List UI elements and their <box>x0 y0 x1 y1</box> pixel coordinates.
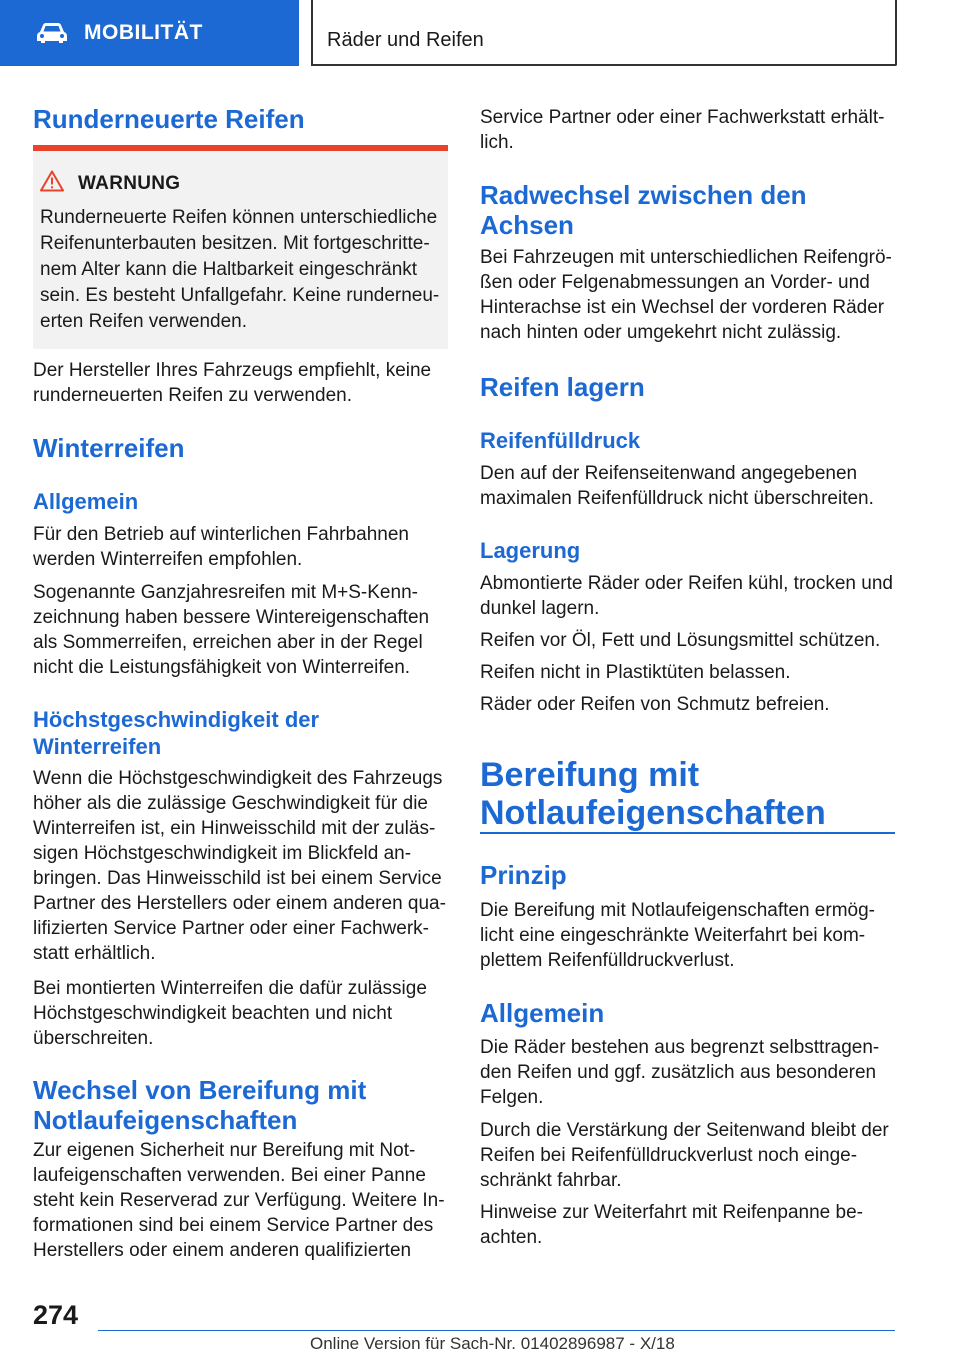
paragraph-lagerung-3: Reifen nicht in Plastiktüten belassen. <box>480 662 791 683</box>
heading-allgemein: Allgemein <box>33 489 139 514</box>
paragraph-allgemein-2: Durch die Verstärkung der Seitenwand bleibt der Reifen bei Reifenfülldruckverlust noch einge- schränkt fahrbar. <box>480 1120 889 1191</box>
heading-bereifung-notlauf: Bereifung mit Notlaufeigenschaften <box>480 756 826 832</box>
heading-prinzip: Prinzip <box>480 860 567 890</box>
paragraph-hersteller: Der Hersteller Ihres Fahrzeugs empfiehlt, keine runderneuerten Reifen zu verwenden. <box>33 360 432 406</box>
section-tab[interactable] <box>0 0 299 66</box>
heading-hoechstgeschwindigkeit: Höchstgeschwindigkeit der Winterreifen <box>33 707 320 759</box>
heading-reifenfuelldruck: Reifenfülldruck <box>480 428 641 453</box>
paragraph-allgemein-3: Hinweise zur Weiterfahrt mit Reifenpanne be- achten. <box>480 1202 863 1248</box>
paragraph-continuation: Service Partner oder einer Fachwerkstatt erhält- lich. <box>480 107 885 153</box>
paragraph-reifenfuelldruck: Den auf der Reifenseitenwand angegebenen maximalen Reifenfülldruck nicht überschreiten. <box>480 463 874 509</box>
heading-reifen-lagern: Reifen lagern <box>480 372 645 402</box>
car-icon <box>36 22 68 44</box>
footer-online-version: Online Version für Sach-Nr. 01402896987 - X/18 <box>310 1334 675 1353</box>
warning-text: Runderneuerte Reifen können unterschiedliche Reifenunterbauten besitzen. Mit fortgeschritte- nem Alter kann die Haltbarkeit eingeschränkt sein. Es besteht Unfallgefahr. Keine runderneu- erten Reifen verwenden. <box>40 207 440 332</box>
footer-rule <box>98 1330 895 1331</box>
paragraph-ganzjahresreifen: Sogenannte Ganzjahresreifen mit M+S-Kenn- zeichnung haben bessere Wintereigenschaften als Sommerreifen, erreichen aber in der Regel nicht die Leistungsfähigkeit von Winterreifen. <box>33 582 430 678</box>
heading-runderneuerte-reifen: Runderneuerte Reifen <box>33 104 305 134</box>
paragraph-allgemein-1: Die Räder bestehen aus begrenzt selbsttragen- den Reifen und ggf. zusätzlich aus besonderen Felgen. <box>480 1037 880 1108</box>
paragraph-radwechsel: Bei Fahrzeugen mit unterschiedlichen Reifengrö- ßen oder Felgenabmessungen an Vorder- und Hinterachse ist ein Wechsel der vorderen Räder nach hinten oder umgekehrt nicht zulässig. <box>480 247 892 343</box>
chapter-label: Räder und Reifen <box>327 29 484 51</box>
warning-title: WARNUNG <box>78 173 181 194</box>
paragraph-lagerung-1: Abmontierte Räder oder Reifen kühl, trocken und dunkel lagern. <box>480 573 893 619</box>
page-number: 274 <box>33 1300 79 1330</box>
heading-lagerung: Lagerung <box>480 538 581 563</box>
heading-allgemein-2: Allgemein <box>480 998 605 1028</box>
section-rule <box>480 832 895 834</box>
paragraph-betrieb: Für den Betrieb auf winterlichen Fahrbahnen werden Winterreifen empfohlen. <box>33 524 410 570</box>
paragraph-lagerung-2: Reifen vor Öl, Fett und Lösungsmittel schützen. <box>480 630 881 651</box>
heading-radwechsel: Radwechsel zwischen den Achsen <box>480 180 807 240</box>
warning-triangle-icon <box>40 170 64 192</box>
section-label: MOBILITÄT <box>84 21 203 44</box>
page-header <box>0 0 960 66</box>
paragraph-lagerung-4: Räder oder Reifen von Schmutz befreien. <box>480 694 830 715</box>
paragraph-montiert: Bei montierten Winterreifen die dafür zulässige Höchstgeschwindigkeit beachten und nicht überschreiten. <box>33 978 427 1049</box>
heading-winterreifen: Winterreifen <box>33 433 185 463</box>
paragraph-prinzip: Die Bereifung mit Notlaufeigenschaften ermög- licht eine eingeschränkte Weiterfahrt bei kom- plettem Reifenfülldruckverlust. <box>480 900 875 971</box>
chapter-tab[interactable] <box>311 0 897 66</box>
paragraph-wechsel: Zur eigenen Sicherheit nur Bereifung mit Not- laufeigenschaften verwenden. Bei einer Panne steht kein Reserverad zur Verfügung. Weitere In- formationen sind bei einem Service Partner des Herstellers oder einem anderen qualifizierten <box>33 1140 445 1261</box>
heading-wechsel-bereifung: Wechsel von Bereifung mit Notlaufeigenschaften <box>33 1075 367 1135</box>
paragraph-hoechstgeschwindigkeit: Wenn die Höchstgeschwindigkeit des Fahrzeugs höher als die zulässige Geschwindigkeit für die Winterreifen ist, ein Hinweisschild mit der zuläs- sigen Höchstgeschwindigkeit im Blickfeld an- bringen. Das Hinweisschild ist bei einem Service Partner des Herstellers oder einem anderen qua- lifizierten Service Partner oder einer Fachwerk- statt erhältlich. <box>33 768 446 964</box>
